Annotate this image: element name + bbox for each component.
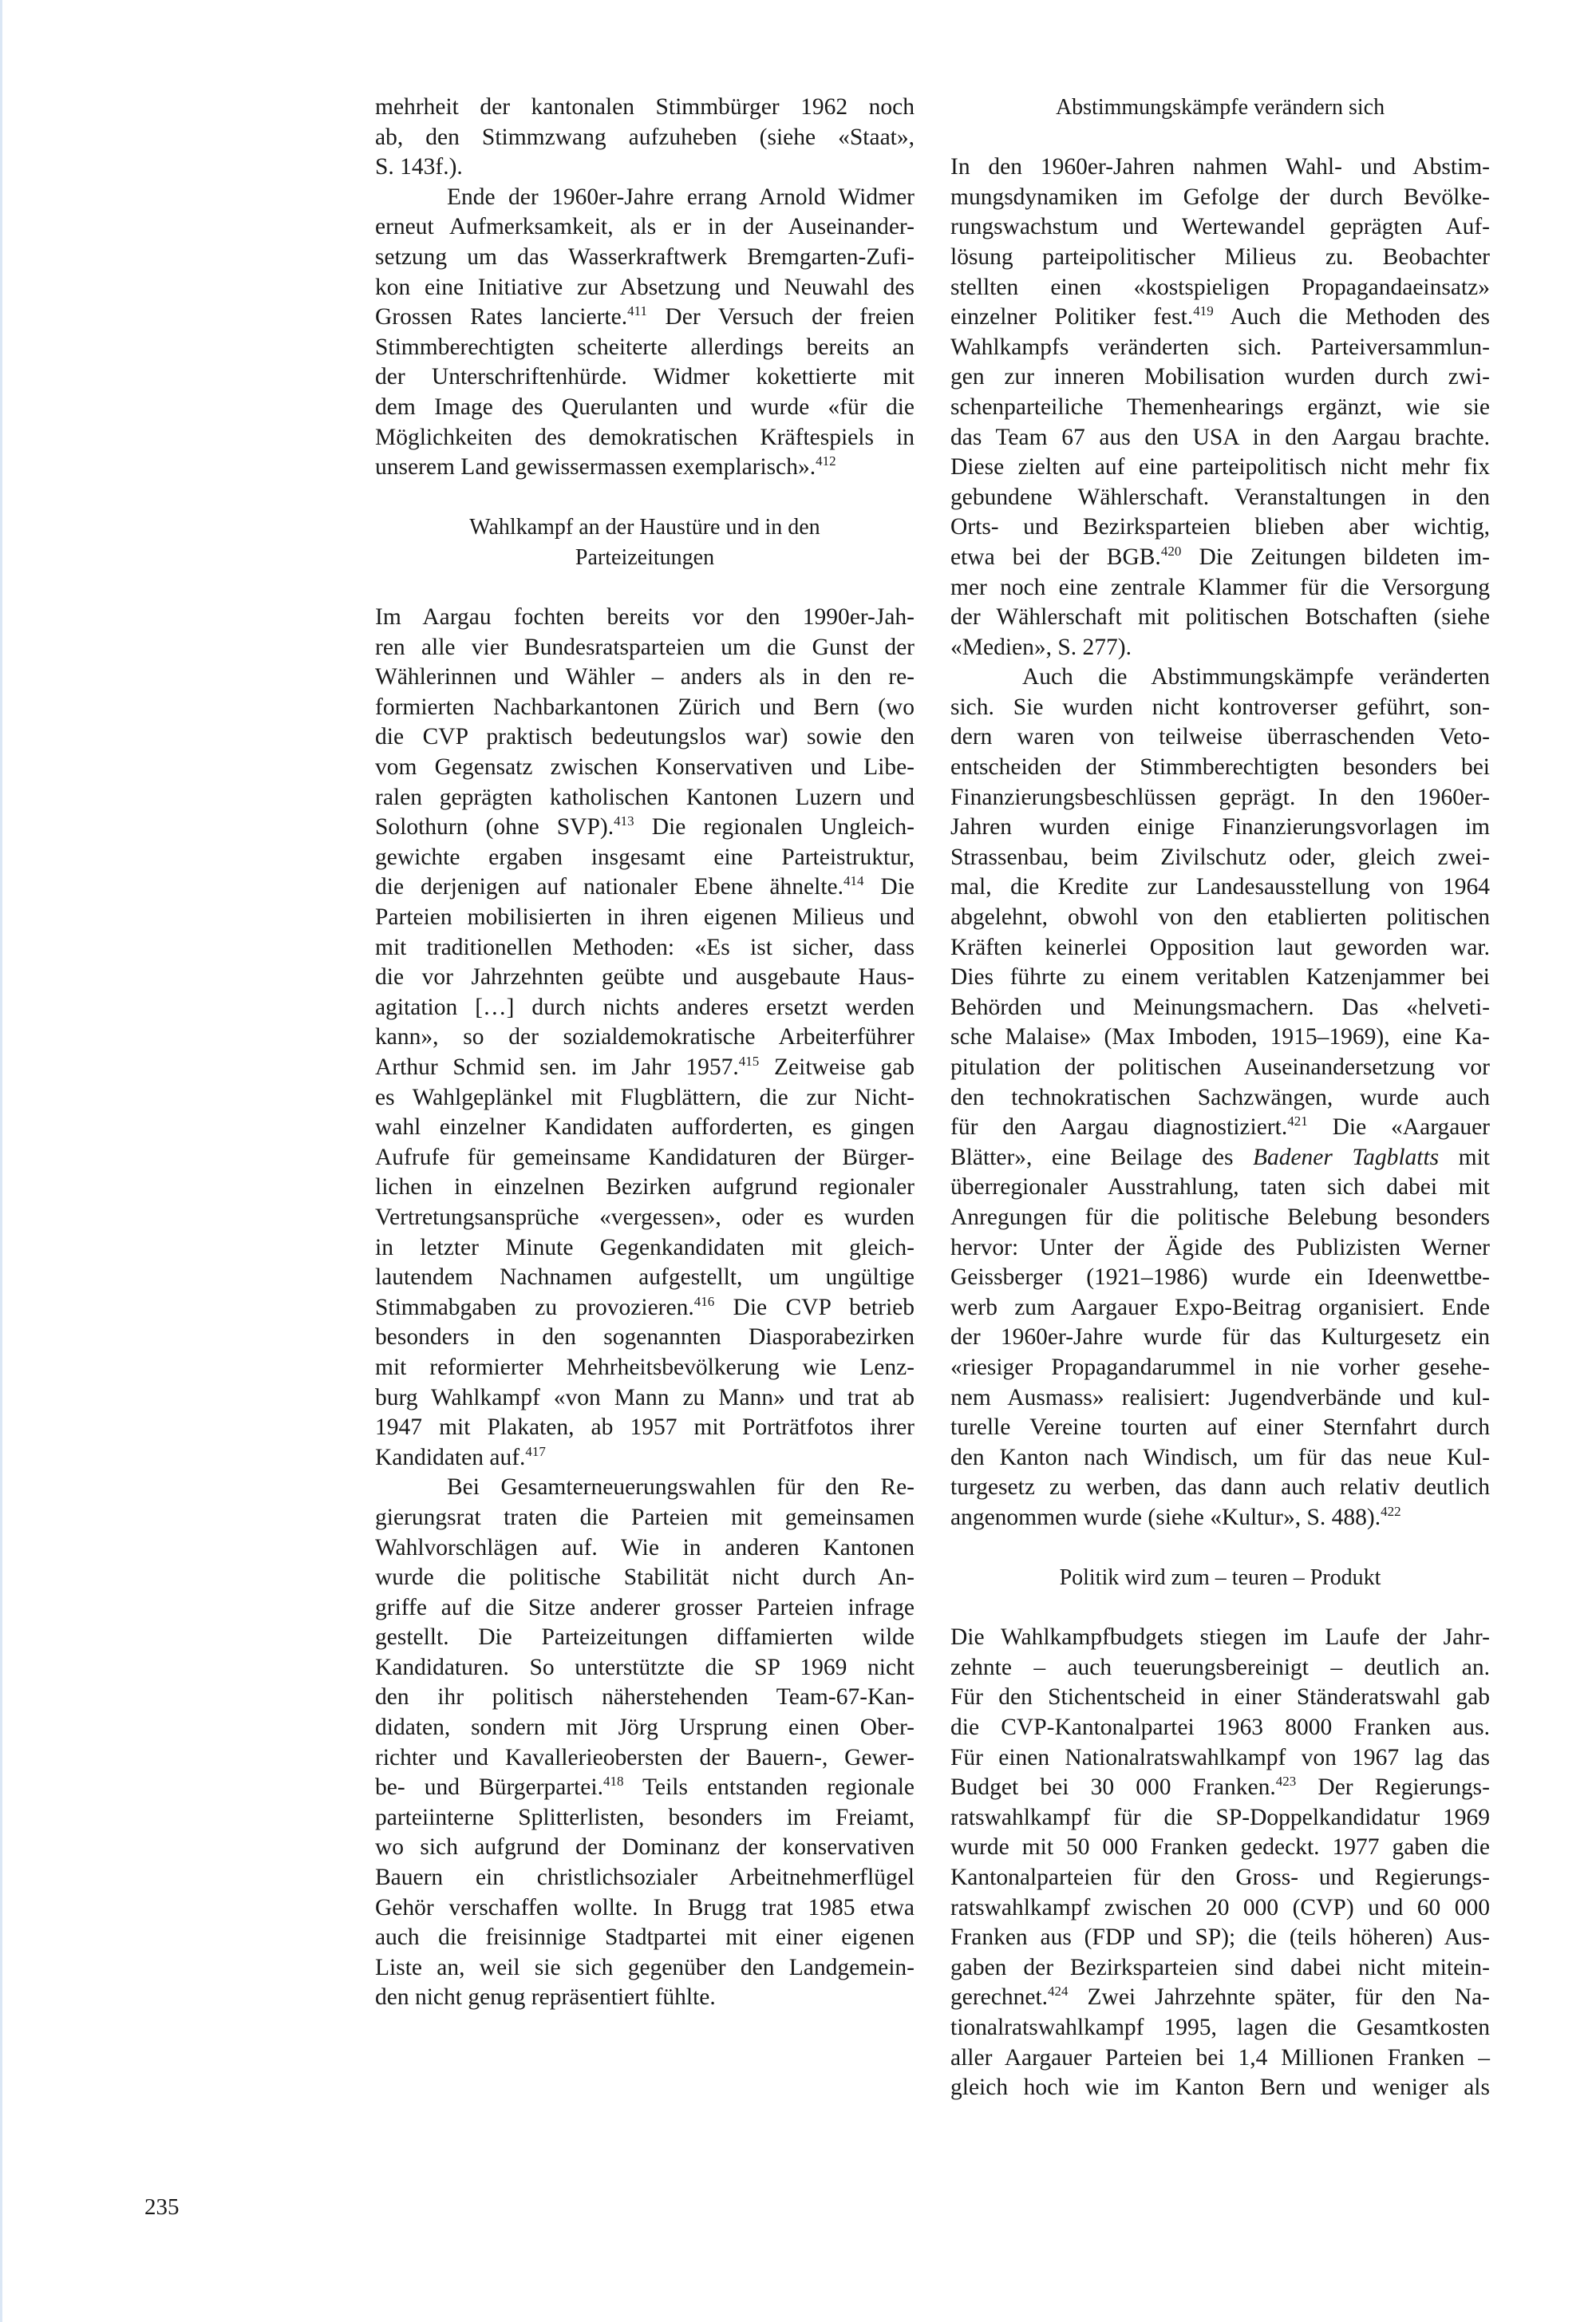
text-line: be- und Bürgerpartei.$^{418}$ Teils entstanden regionale (375, 1774, 915, 1801)
text-line: Orts- und Bezirksparteien blieben aber wichtig, (950, 514, 1490, 540)
text-line: Liste an, weil sie sich gegenüber den Landgemein- (375, 1954, 915, 1980)
text-line: Auch die Abstimmungskämpfe veränderten (1022, 664, 1490, 690)
text-line: die derjenigen auf nationaler Ebene ähnelte.$^{414}$ Die (375, 873, 915, 900)
text-line: der Unterschriftenhürde. Widmer kokettierte mit (375, 364, 915, 390)
text-line: sche Malaise» (Max Imboden, 1915–1969), eine Ka- (950, 1024, 1490, 1050)
text-line: gerechnet.$^{424}$ Zwei Jahrzehnte später, für den Na- (950, 1984, 1490, 2011)
spacer (950, 123, 1490, 153)
text-line: in letzter Minute Gegenkandidaten mit gleich- (375, 1234, 915, 1260)
text-line: gaben der Bezirksparteien sind dabei nicht mitein- (950, 1954, 1490, 1980)
right-text-column (950, 93, 1490, 2103)
footnote-reference: 413 (614, 813, 634, 829)
text-line: turgesetz zu werben, das dann auch relativ deutlich (950, 1474, 1490, 1501)
text-line: angenommen wurde (siehe «Kultur», S. 488).$^{422}$ (950, 1503, 1401, 1530)
footnote-reference: 423 (1275, 1774, 1297, 1790)
text-line: überregionaler Ausstrahlung, taten sich dabei mit (950, 1174, 1490, 1201)
text-line: das Team 67 aus den USA in den Aargau brachte. (950, 424, 1490, 450)
text-line: Kräften keinerlei Opposition laut geworden war. (950, 934, 1490, 960)
text-line: didaten, sondern mit Jörg Ursprung einen Ober- (375, 1715, 915, 1741)
footnote-reference: 412 (816, 453, 836, 469)
text-line: vom Gegensatz zwischen Konservativen und Libe- (375, 754, 915, 781)
text-line: mehrheit der kantonalen Stimmbürger 1962 noch (375, 94, 915, 120)
page-number: 235 (144, 2194, 180, 2220)
text-line: den ihr politisch näherstehenden Team-67-Kan- (375, 1684, 915, 1711)
text-line: Kandidaten auf.$^{417}$ (375, 1443, 546, 1470)
text-line: Bei Gesamterneuerungswahlen für den Re- (447, 1474, 915, 1501)
spacer (375, 483, 915, 513)
body-paragraph (375, 603, 915, 1473)
text-line: setzung um das Wasserkraftwerk Bremgarten-Zufi- (375, 243, 915, 270)
text-line: mungsdynamiken im Gefolge der durch Bevölke- (950, 184, 1490, 210)
text-line: formierten Nachbarkantonen Zürich und Bern (wo (375, 694, 915, 720)
text-line: Diese zielten auf eine parteipolitisch nicht mehr fix (950, 454, 1490, 481)
text-line: der Wählerschaft mit politischen Botschaften (siehe (950, 604, 1490, 631)
text-line: den nicht genug repräsentiert fühlte. (375, 1984, 716, 2011)
text-line: es Wahlgeplänkel mit Flugblättern, die zur Nicht- (375, 1084, 915, 1110)
text-line: burg Wahlkampf «von Mann zu Mann» und trat ab (375, 1384, 915, 1410)
text-line: Dies führte zu einem veritablen Katzenjammer bei (950, 964, 1490, 991)
footnote-reference: 420 (1160, 543, 1182, 559)
text-line: Wahlvorschlägen auf. Wie in anderen Kantonen (375, 1534, 915, 1561)
text-line: Jahren wurden einige Finanzierungsvorlagen im (950, 814, 1490, 841)
spacer (375, 573, 915, 603)
text-line: dern waren von teilweise überraschenden Veto- (950, 724, 1490, 750)
text-line: Wählerinnen und Wähler – anders als in den re- (375, 664, 915, 690)
spacer (950, 1533, 1490, 1564)
body-paragraph (950, 152, 1490, 663)
text-line: sich. Sie wurden nicht kontroverser geführt, son- (950, 694, 1490, 720)
footnote-reference: 419 (1193, 303, 1214, 319)
text-line: mit reformierter Mehrheitsbevölkerung wie Lenz- (375, 1354, 915, 1380)
text-line: Solothurn (ohne SVP).$^{413}$ Die regionalen Ungleich- (375, 813, 915, 841)
text-line: turelle Vereine tourten auf einer Sternfahrt durch (950, 1414, 1490, 1441)
text-line: nem Ausmass» realisiert: Jugendverbände und kul- (950, 1384, 1490, 1410)
text-line: den technokratischen Sachzwängen, wurde auch (950, 1084, 1490, 1110)
text-line: etwa bei der BGB.$^{420}$ Die Zeitungen bildeten im- (950, 543, 1490, 570)
text-line: Kantonalparteien für den Gross- und Regierungs- (950, 1865, 1490, 1891)
body-paragraph (375, 183, 915, 483)
section-heading (375, 483, 915, 603)
text-line: Parteien mobilisierten in ihren eigenen Milieus und (375, 904, 915, 931)
text-line: Grossen Rates lancierte.$^{411}$ Der Versuch der freien (375, 303, 915, 330)
text-line: entscheiden der Stimmberechtigten besonders bei (950, 754, 1490, 781)
heading-line: Politik wird zum – teuren – Produkt (1059, 1565, 1381, 1591)
text-line: agitation […] durch nichts anderes ersetzt werden (375, 994, 915, 1020)
text-line: Für den Stichentscheid in einer Ständeratswahl gab (950, 1684, 1490, 1711)
text-line: ratswahlkampf zwischen 20 000 (CVP) und 60 000 (950, 1894, 1490, 1920)
text-line: In den 1960er-Jahren nahmen Wahl- und Abstim- (950, 154, 1490, 180)
text-line: Kandidaturen. So unterstützte die SP 1969 nicht (375, 1654, 915, 1680)
text-line: Gehör verschaffen wollte. In Brugg trat 1985 etwa (375, 1894, 915, 1920)
text-line: wurde die politische Stabilität nicht durch An- (375, 1564, 915, 1591)
text-line: einzelner Politiker fest.$^{419}$ Auch die Methoden des (950, 303, 1491, 330)
text-line: richter und Kavallerieobersten der Bauern-, Gewer- (375, 1744, 915, 1770)
text-line: besonders in den sogenannten Diasporabezirken (375, 1324, 915, 1351)
text-line: Im Aargau fochten bereits vor den 1990er-Jah- (375, 604, 915, 631)
text-line: gleich hoch wie im Kanton Bern und weniger als (950, 2075, 1490, 2101)
text-line: Finanzierungsbeschlüssen geprägt. In den 1960er- (950, 784, 1490, 810)
heading-line: Abstimmungskämpfe verändern sich (1055, 95, 1385, 120)
text-line: die CVP praktisch bedeutungslos war) sowie den (375, 724, 915, 750)
footnote-reference: 421 (1287, 1114, 1308, 1129)
text-line: stellten einen «kostspieligen Propagandaeinsatz» (950, 274, 1490, 300)
text-line: lichen in einzelnen Bezirken aufgrund regionaler (375, 1174, 915, 1201)
text-line: Blätter», eine Beilage des Badener Tagblatts mit (950, 1144, 1490, 1170)
footnote-reference: 424 (1048, 1984, 1069, 2000)
text-line: parteiinterne Splitterlisten, besonders im Freiamt, (375, 1804, 915, 1830)
text-line: griffe auf die Sitze anderer grosser Parteien infrage (375, 1594, 915, 1620)
text-line: ralen geprägten katholischen Kantonen Luzern und (375, 784, 915, 810)
text-line: lautendem Nachnamen aufgestellt, um ungültige (375, 1264, 915, 1291)
text-line: ratswahlkampf für die SP-Doppelkandidatur 1969 (950, 1804, 1490, 1830)
text-line: Strassenbau, beim Zivilschutz oder, gleich zwei- (950, 844, 1490, 870)
text-line: Möglichkeiten des demokratischen Kräftespiels in (375, 424, 915, 450)
text-line: mit traditionellen Methoden: «Es ist sicher, dass (375, 934, 915, 960)
text-line: ab, den Stimmzwang aufzuheben (siehe «Staat», (375, 124, 915, 150)
text-line: unserem Land gewissermassen exemplarisch».$^{412}$ (375, 453, 836, 481)
text-line: gewichte ergaben insgesamt eine Parteistruktur, (375, 844, 915, 870)
footnote-reference: 422 (1381, 1503, 1401, 1519)
heading-line: Wahlkampf an der Haustüre und in den (469, 515, 820, 540)
text-line: mer noch eine zentrale Klammer für die Versorgung (950, 574, 1490, 600)
text-line: schenparteiliche Themenhearings ergänzt, wie sie (950, 394, 1490, 420)
left-text-column (375, 93, 915, 2013)
text-line: Behörden und Meinungsmachern. Das «helveti- (950, 994, 1490, 1020)
footnote-reference: 415 (738, 1054, 760, 1069)
section-heading (950, 1533, 1490, 1624)
body-paragraph (950, 663, 1490, 1533)
text-line: Ende der 1960er-Jahre errang Arnold Widmer (447, 184, 915, 210)
text-line: kann», so der sozialdemokratische Arbeiterführer (375, 1024, 915, 1050)
text-line: Die Wahlkampfbudgets stiegen im Laufe der Jahr- (950, 1624, 1490, 1651)
text-line: Aufrufe für gemeinsame Kandidaturen der Bürger- (375, 1144, 915, 1170)
text-line: Für einen Nationalratswahlkampf von 1967 lag das (950, 1744, 1490, 1770)
footnote-reference: 411 (627, 303, 647, 319)
text-line: werb zum Aargauer Expo-Beitrag organisiert. Ende (950, 1294, 1490, 1320)
body-paragraph (375, 1473, 915, 2013)
text-line: Franken aus (FDP und SP); die (teils höheren) Aus- (950, 1924, 1490, 1951)
text-line: hervor: Unter der Ägide des Publizisten Werner (950, 1234, 1490, 1260)
text-line: pitulation der politischen Auseinandersetzung vor (950, 1054, 1490, 1080)
footnote-reference: 418 (602, 1774, 624, 1790)
body-paragraph (950, 1623, 1490, 2103)
spacer (950, 1593, 1490, 1624)
text-line: der 1960er-Jahre wurde für das Kulturgesetz ein (950, 1324, 1490, 1351)
text-line: für den Aargau diagnostiziert.$^{421}$ Die «Aargauer (950, 1114, 1490, 1141)
text-line: «Medien», S. 277). (950, 634, 1132, 660)
section-heading (950, 93, 1490, 152)
text-line: kon eine Initiative zur Absetzung und Neuwahl des (375, 274, 915, 300)
page-edge-border (0, 0, 2, 2322)
text-line: gebundene Wählerschaft. Veranstaltungen in den (950, 484, 1490, 510)
text-line: rungswachstum und Wertewandel geprägten Auf- (950, 214, 1490, 240)
text-line: Geissberger (1921–1986) wurde ein Ideenwettbe- (950, 1264, 1490, 1291)
text-line: wurde mit 50 000 Franken gedeckt. 1977 gaben die (950, 1834, 1490, 1861)
footnote-reference: 417 (525, 1443, 546, 1459)
italic-title: Badener Tagblatts (1252, 1144, 1440, 1170)
text-line: erneut Aufmerksamkeit, als er in der Auseinander- (375, 214, 915, 240)
text-line: tionalratswahlkampf 1995, lagen die Gesamtkosten (950, 2015, 1490, 2040)
text-line: Anregungen für die politische Belebung besonders (950, 1204, 1490, 1230)
text-line: aller Aargauer Parteien bei 1,4 Millionen Franken – (950, 2044, 1490, 2071)
text-line: Arthur Schmid sen. im Jahr 1957.$^{415}$ Zeitweise gab (375, 1054, 915, 1080)
heading-line: Parteizeitungen (575, 544, 715, 570)
text-line: Bauern ein christlichsozialer Arbeitnehmerflügel (375, 1865, 915, 1891)
body-paragraph (375, 93, 915, 183)
text-line: mal, die Kredite zur Landesausstellung von 1964 (950, 874, 1490, 900)
text-line: Vertretungsansprüche «vergessen», oder es wurden (375, 1204, 915, 1230)
text-line: «riesiger Propagandarummel in nie vorher gesehe- (950, 1354, 1490, 1380)
text-line: wo sich aufgrund der Dominanz der konservativen (375, 1834, 915, 1861)
text-line: gierungsrat traten die Parteien mit gemeinsamen (375, 1504, 915, 1530)
text-line: 1947 mit Plakaten, ab 1957 mit Porträtfotos ihrer (375, 1414, 915, 1441)
text-line: zehnte – auch teuerungsbereinigt – deutlich an. (950, 1654, 1490, 1680)
text-line: S. 143f.). (375, 154, 463, 180)
text-line: ren alle vier Bundesratsparteien um die Gunst der (375, 634, 915, 660)
text-line: die vor Jahrzehnten geübte und ausgebaute Haus- (375, 964, 915, 991)
text-line: auch die freisinnige Stadtpartei mit einer eigenen (375, 1924, 915, 1951)
text-line: Budget bei 30 000 Franken.$^{423}$ Der Regierungs- (950, 1774, 1490, 1801)
text-line: die CVP-Kantonalpartei 1963 8000 Franken aus. (950, 1715, 1490, 1741)
text-line: Wahlkampfs veränderten sich. Parteiversammlun- (950, 334, 1490, 360)
text-line: abgelehnt, obwohl von den etablierten politischen (950, 904, 1490, 931)
text-line: gestellt. Die Parteizeitungen diffamierten wilde (375, 1624, 915, 1651)
text-line: den Kanton nach Windisch, um für das neue Kul- (950, 1444, 1490, 1470)
text-line: dem Image des Querulanten und wurde «für die (375, 394, 915, 420)
footnote-reference: 416 (693, 1293, 715, 1309)
text-line: gen zur inneren Mobilisation wurden durch zwi- (950, 364, 1490, 390)
text-line: Stimmberechtigten scheiterte allerdings bereits an (375, 334, 915, 360)
text-line: wahl einzelner Kandidaten aufforderten, es gingen (375, 1114, 915, 1141)
text-line: Stimmabgaben zu provozieren.$^{416}$ Die CVP betrieb (375, 1293, 915, 1320)
text-line: lösung parteipolitischer Milieus zu. Beobachter (950, 243, 1490, 270)
footnote-reference: 414 (843, 873, 864, 889)
